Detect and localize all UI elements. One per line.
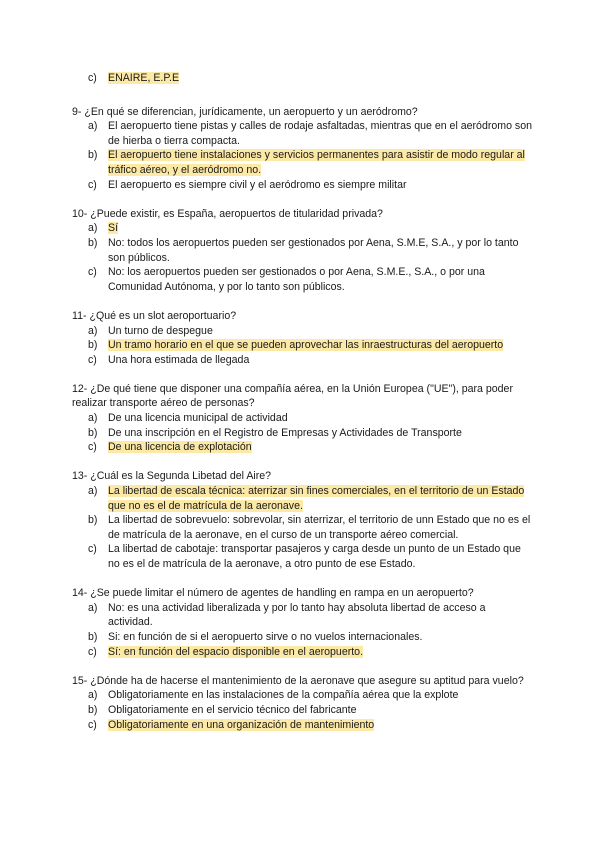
option-letter: b): [88, 426, 98, 439]
answer-option: [72, 236, 532, 265]
answer-option: [72, 601, 532, 630]
question-block: [72, 586, 532, 659]
option-letter: b): [88, 149, 98, 162]
answer-option: [72, 148, 532, 177]
carryover-option: [72, 71, 532, 86]
question-block: [72, 207, 532, 295]
question-text: [72, 469, 532, 484]
answer-option: [72, 542, 532, 571]
option-letter: c): [88, 543, 97, 556]
answer-option: [72, 513, 532, 542]
question-text: [72, 207, 532, 222]
option-letter: b): [88, 630, 98, 643]
question-block: [72, 382, 532, 455]
option-letter: b): [88, 703, 98, 716]
answer-option: [72, 221, 532, 236]
option-text-highlighted: Obligatoriamente en una organización de mantenimiento: [108, 718, 375, 731]
option-letter: a): [88, 120, 98, 133]
answer-option: [72, 440, 532, 455]
answer-option: [72, 411, 532, 426]
question-prompt: ¿Qué es un slot aeroportuario?: [89, 309, 237, 322]
answer-option: [72, 688, 532, 703]
option-text: La libertad de sobrevuelo: sobrevolar, sin aterrizar, el territorio de unn Estado que no es el de matrícula de la aeronave, en el curso de un transporte aéreo comercial.: [108, 514, 531, 541]
option-text: De una inscripción en el Registro de Empresas y Actividades de Transporte: [108, 426, 462, 439]
question-number: 13-: [72, 470, 88, 483]
option-letter: a): [88, 412, 98, 425]
question-prompt: ¿Puede existir, es España, aeropuertos de titularidad privada?: [90, 207, 383, 220]
option-text-highlighted: ENAIRE, E.P.E: [108, 72, 180, 84]
option-text: Obligatoriamente en las instalaciones de la compañía aérea que la explote: [108, 689, 459, 702]
option-letter: b): [88, 339, 98, 352]
option-letter: c): [88, 72, 97, 84]
question-text: [72, 309, 532, 324]
option-letter: c): [88, 441, 97, 454]
question-number: 12-: [72, 382, 88, 395]
option-text: No: todos los aeropuertos pueden ser gestionados por Aena, S.M.E, S.A., y por lo tanto son públicos.: [108, 236, 519, 264]
answer-option: [72, 630, 532, 645]
question-prompt: ¿En qué se diferencian, jurídicamente, un aeropuerto y un aeródromo?: [84, 105, 418, 118]
option-text: La libertad de cabotaje: transportar pasajeros y carga desde un punto de un Estado que no es el de matrícula de la aeronave, a otro punto de ese Estado.: [108, 543, 521, 570]
question-block: [72, 674, 532, 732]
question-prompt: ¿De qué tiene que disponer una compañía aérea, en la Unión Europea ("UE"), para poder realizar transporte aéreo de personas?: [72, 382, 513, 410]
answer-option: [72, 353, 532, 368]
option-letter: b): [88, 236, 98, 249]
option-text-highlighted: Sí: en función del espacio disponible en el aeropuerto.: [108, 645, 364, 658]
quiz-content: [72, 71, 532, 747]
option-text: El aeropuerto tiene pistas y calles de rodaje asfaltadas, mientras que en el aeródromo son de hierba o tierra compacta.: [108, 120, 532, 147]
question-prompt: ¿Cuál es la Segunda Libetad del Aire?: [90, 470, 272, 483]
option-text: Obligatoriamente en el servicio técnico del fabricante: [108, 703, 357, 716]
answer-option: [72, 178, 532, 193]
question-number: 10-: [72, 207, 88, 220]
answer-option: [72, 265, 532, 294]
answer-option: [72, 426, 532, 441]
question-list: [72, 105, 532, 733]
option-text: Una hora estimada de llegada: [108, 353, 250, 366]
option-letter: c): [88, 718, 97, 731]
question-block: [72, 309, 532, 367]
option-text: No: es una actividad liberalizada y por lo tanto hay absoluta libertad de acceso a actividad.: [108, 601, 486, 629]
option-letter: c): [88, 266, 97, 279]
option-text-highlighted: Sí: [108, 222, 119, 235]
option-text-highlighted: El aeropuerto tiene instalaciones y servicios permanentes para asistir de modo regular al tráfico aéreo, y el aeródromo no.: [108, 149, 525, 176]
answer-option: [72, 338, 532, 353]
question-text: [72, 674, 532, 689]
option-letter: a): [88, 601, 98, 614]
option-text-highlighted: La libertad de escala técnica: aterrizar sin fines comerciales, en el territorio de un Estado que no es el de matrícula de la aeronave.: [108, 485, 525, 512]
option-letter: b): [88, 514, 98, 527]
option-text: De una licencia municipal de actividad: [108, 412, 288, 425]
option-letter: a): [88, 689, 98, 702]
question-text: [72, 105, 532, 120]
question-number: 15-: [72, 674, 88, 687]
option-letter: c): [88, 353, 97, 366]
answer-option: [72, 484, 532, 513]
option-letter: c): [88, 178, 97, 191]
option-text: No: los aeropuertos pueden ser gestionados o por Aena, S.M.E., S.A., o por una Comunidad Autónoma, y por lo tanto son públicos.: [108, 266, 485, 293]
answer-option: [72, 119, 532, 148]
option-letter: c): [88, 645, 97, 658]
question-prompt: ¿Dónde ha de hacerse el mantenimiento de la aeronave que asegure su aptitud para vuelo?: [90, 674, 524, 687]
option-text: Un turno de despegue: [108, 324, 213, 337]
question-prompt: ¿Se puede limitar el número de agentes de handling en rampa en un aeropuerto?: [90, 587, 474, 600]
option-letter: a): [88, 485, 98, 498]
option-letter: a): [88, 324, 98, 337]
option-text: Si: en función de si el aeropuerto sirve o no vuelos internacionales.: [108, 630, 423, 643]
answer-option: [72, 645, 532, 660]
question-block: [72, 469, 532, 571]
question-number: 14-: [72, 587, 88, 600]
question-text: [72, 382, 532, 411]
question-number: 9-: [72, 105, 82, 118]
question-block: [72, 105, 532, 193]
option-text: El aeropuerto es siempre civil y el aeródromo es siempre militar: [108, 178, 407, 191]
answer-option: [72, 324, 532, 339]
option-text-highlighted: De una licencia de explotación: [108, 441, 252, 454]
answer-option: [72, 718, 532, 733]
question-number: 11-: [72, 309, 87, 322]
answer-option: [72, 703, 532, 718]
question-text: [72, 586, 532, 601]
option-letter: a): [88, 222, 98, 235]
option-text-highlighted: Un tramo horario en el que se pueden aprovechar las inraestructuras del aeropuerto: [108, 339, 504, 352]
